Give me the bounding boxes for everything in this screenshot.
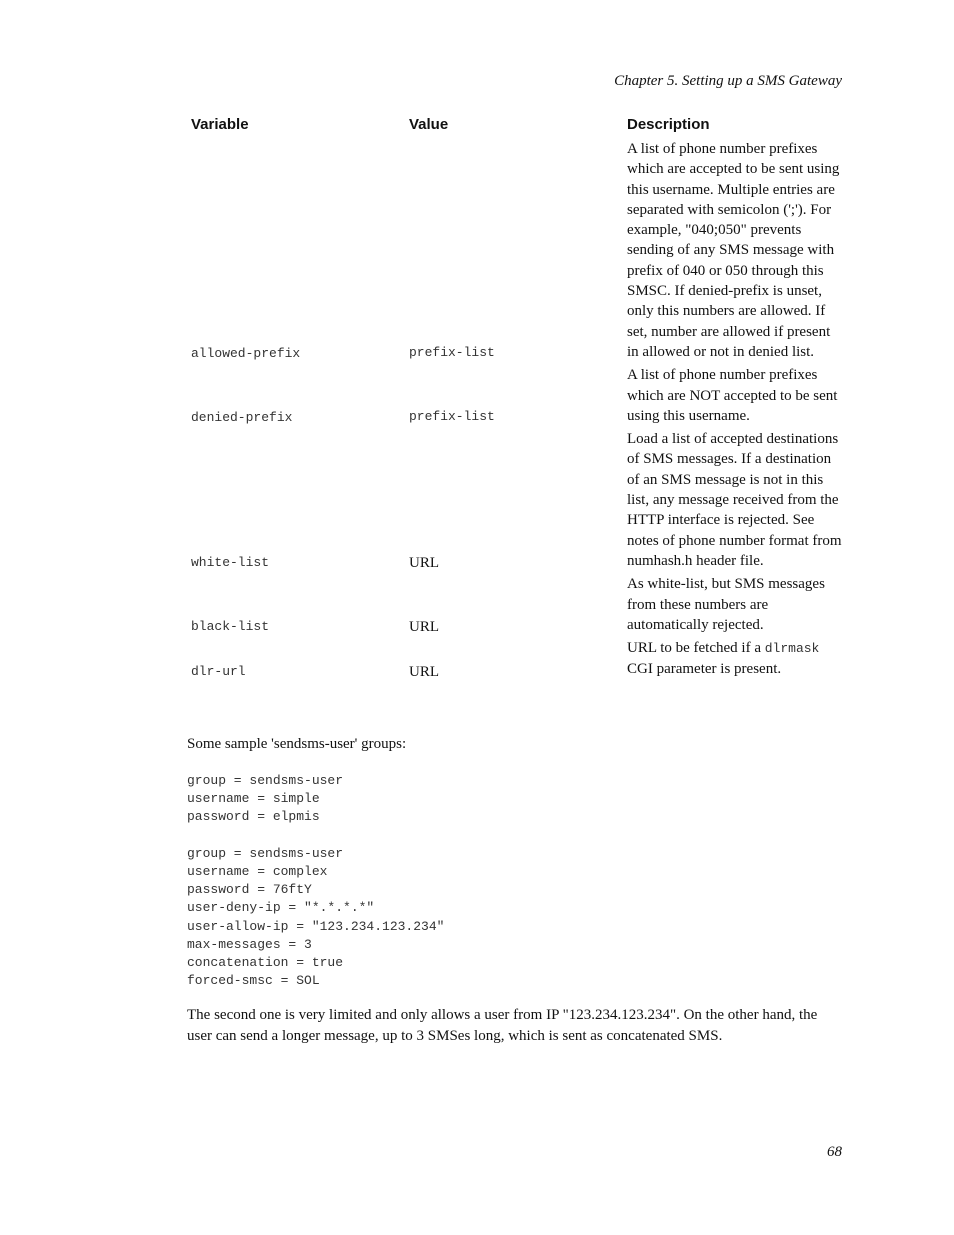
table-row xyxy=(191,637,843,682)
variable-name: black-list xyxy=(191,619,270,635)
variable-description: A list of phone number prefixes which are accepted to be sent using this username. Multiple entries are separated with semicolon (';'). For example, "040;050" prevents sending of any SMS message with prefix of 040 or 050 through this SMSC. If denied-prefix is unset, only this numbers are allowed. If set, number are allowed if present in allowed or not in denied list. xyxy=(627,141,840,360)
variables-table xyxy=(191,116,843,682)
table-row xyxy=(191,428,843,573)
closing-paragraph: The second one is very limited and only allows a user from IP "123.234.123.234". On the other hand, the user can send a longer message, up to 3 SMSes long, which is sent as concatenated SMS. xyxy=(187,1007,818,1044)
header-variable: Variable xyxy=(191,116,249,133)
variable-value: URL xyxy=(409,619,439,636)
table-row xyxy=(191,138,843,364)
description-text: CGI parameter is present. xyxy=(627,661,782,678)
variable-name: denied-prefix xyxy=(191,410,293,426)
variable-value: URL xyxy=(409,555,439,572)
variable-value: prefix-list xyxy=(409,345,495,361)
variable-value: URL xyxy=(409,663,439,680)
variable-value: prefix-list xyxy=(409,409,495,425)
running-head: Chapter 5. Setting up a SMS Gateway xyxy=(614,73,842,89)
variable-description: Load a list of accepted destinations of SMS messages. If a destination of an SMS message is not in this list, any message received from the HTTP interface is rejected. See notes of phone number format from numhash.h header file. xyxy=(627,431,842,569)
inline-code: dlrmask xyxy=(764,641,820,657)
header-value: Value xyxy=(409,116,449,133)
variable-name: allowed-prefix xyxy=(191,346,301,362)
header-description: Description xyxy=(627,116,710,133)
variable-name: dlr-url xyxy=(191,663,246,679)
code-block: group = sendsms-user username = simple password = elpmis group = sendsms-user username = complex password = 76ftY user-deny-ip = "*.*.*.*" user-allow-ip = "123.234.123.234" max-messages = 3 concatenation = true forced-smsc = SOL xyxy=(187,773,445,989)
page-number: 68 xyxy=(827,1144,842,1160)
table-row xyxy=(191,364,843,428)
variable-name: white-list xyxy=(191,555,270,571)
variable-description: As white-list, but SMS messages from these numbers are automatically rejected. xyxy=(627,576,825,633)
intro-text: Some sample 'sendsms-user' groups: xyxy=(187,736,407,752)
description-text: URL to be fetched if a xyxy=(627,640,765,657)
variable-description: A list of phone number prefixes which are NOT accepted to be sent using this username. xyxy=(627,367,838,424)
table-header xyxy=(191,116,843,138)
table-row xyxy=(191,573,843,637)
variable-description xyxy=(627,637,843,682)
